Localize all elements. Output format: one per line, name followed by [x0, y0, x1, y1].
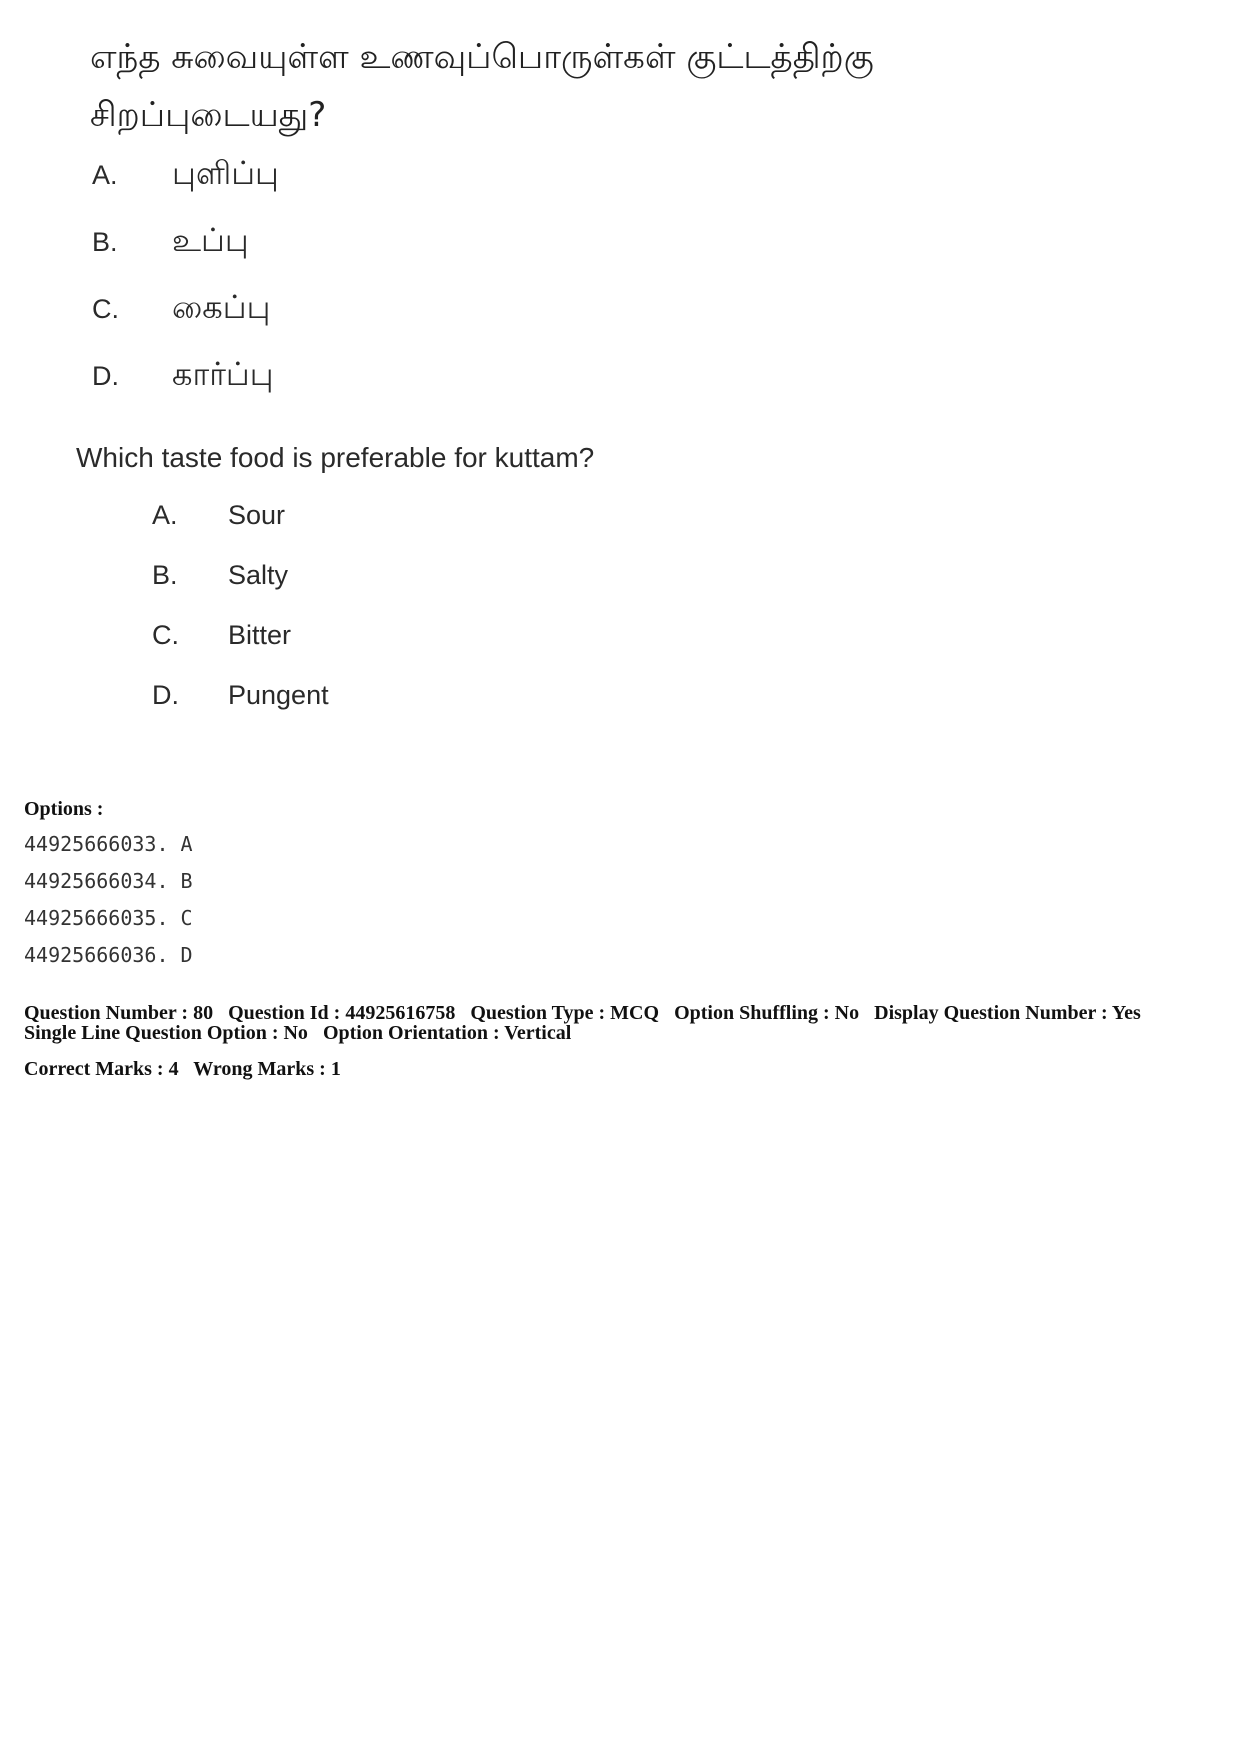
- option-text: Salty: [228, 560, 289, 590]
- option-orientation: Option Orientation : Vertical: [322, 1022, 572, 1044]
- option-letter: B.: [92, 227, 118, 257]
- option-text: கைப்பு: [172, 288, 271, 326]
- option-letter: D.: [92, 361, 119, 391]
- correct-marks: Correct Marks : 4: [24, 1058, 179, 1080]
- option-id-b: 44925666034. B: [24, 869, 193, 893]
- option-text: உப்பு: [172, 221, 249, 259]
- option-text: புளிப்பு: [172, 154, 279, 192]
- option-text: Sour: [228, 500, 286, 530]
- option-letter: C.: [92, 294, 119, 324]
- option-letter: A.: [92, 160, 118, 190]
- question-id: Question Id : 44925616758: [228, 1002, 456, 1024]
- question-metadata: [24, 1003, 1224, 1043]
- option-text: கார்ப்பு: [172, 355, 274, 393]
- option-shuffling: Option Shuffling : No: [674, 1002, 860, 1024]
- marks: [24, 1058, 351, 1081]
- question-number: Question Number : 80: [24, 1002, 214, 1024]
- option-id-c: 44925666035. C: [24, 906, 193, 930]
- wrong-marks: Wrong Marks : 1: [193, 1058, 341, 1080]
- option-id-d: 44925666036. D: [24, 943, 193, 967]
- options-label: Options :: [24, 798, 104, 820]
- question-text-english: Which taste food is preferable for kuttam?: [76, 442, 595, 473]
- question-metadata-line-1: [24, 1003, 1224, 1023]
- question-type: Question Type : MCQ: [470, 1002, 660, 1024]
- single-line-question-option: Single Line Question Option : No: [24, 1022, 308, 1044]
- option-letter: C.: [152, 620, 179, 650]
- display-question-number: Display Question Number : Yes: [874, 1002, 1141, 1024]
- option-text: Pungent: [228, 680, 329, 710]
- option-text: Bitter: [228, 620, 292, 650]
- option-letter: D.: [152, 680, 179, 710]
- question-text-tamil: எந்த சுவையுள்ள உணவுப்பொருள்கள் குட்டத்திற்கு சிறப்புடையது?: [90, 37, 874, 135]
- option-id-a: 44925666033. A: [24, 832, 193, 856]
- question-metadata-line-2: [24, 1023, 1224, 1043]
- option-letter: A.: [152, 500, 178, 530]
- option-letter: B.: [152, 560, 178, 590]
- question-image: [0, 0, 1240, 740]
